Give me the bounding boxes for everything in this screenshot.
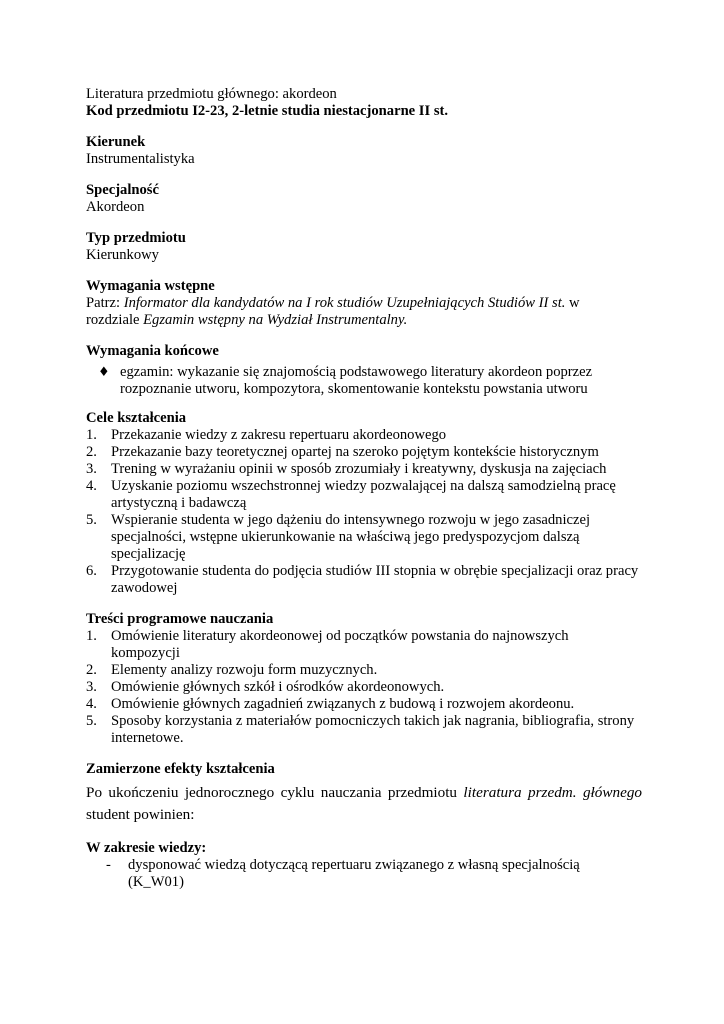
section-value: Kierunkowy [86, 247, 159, 263]
numbered-list [86, 427, 642, 597]
item-line: Omówienie głównych zagadnień związanych z budową i rozwojem akordeonu. [111, 696, 575, 712]
item-line: Trening w wyrażaniu opinii w sposób zrozumiały i kreatywny, dyskusja na zajęciach [111, 461, 607, 477]
section-heading: Zamierzone efekty kształcenia [86, 761, 275, 777]
dash-bullet: - [106, 857, 111, 873]
item-number: 2. [86, 444, 97, 460]
item-line: Przygotowanie studenta do podjęcia studiów III stopnia w obrębie specjalizacji oraz pracy [111, 563, 639, 579]
list-item [86, 444, 642, 461]
item-number: 1. [86, 427, 97, 443]
subject-title: Literatura przedmiotu głównego: akordeon [86, 86, 337, 102]
item-line: artystyczną i badawczą [111, 495, 247, 511]
list-item [86, 628, 642, 662]
bullet-line: egzamin: wykazanie się znajomością podstawowego literatury akordeon poprzez [120, 364, 593, 380]
item-line: specjalności, wstępne ukierunkowanie na właściwą jego predyspozycjom dalszą [111, 529, 580, 545]
item-line: Uzyskanie poziomu wszechstronnej wiedzy pozwalającej na dalszą samodzielną pracę [111, 478, 616, 494]
paragraph-line: student powinien: [86, 806, 195, 823]
section-kierunek [86, 134, 642, 168]
list-item [86, 563, 642, 597]
item-number: 5. [86, 512, 97, 528]
item-line: Omówienie literatury akordeonowej od początków powstania do najnowszych [111, 628, 569, 644]
subject-code: Kod przedmiotu I2-23, 2-letnie studia niestacjonarne II st. [86, 103, 449, 119]
dash-line: dysponować wiedzą dotyczącą repertuaru związanego z własną specjalnością [128, 857, 580, 873]
section-heading: Treści programowe nauczania [86, 611, 274, 627]
dash-line: (K_W01) [128, 874, 184, 890]
list-item [86, 478, 642, 512]
item-number: 1. [86, 628, 97, 644]
italic-text: Egzamin wstępny na Wydział Instrumentalny. [143, 312, 408, 328]
section-heading: Cele kształcenia [86, 410, 187, 426]
item-number: 2. [86, 662, 97, 678]
section-heading: Typ przedmiotu [86, 230, 186, 246]
item-number: 5. [86, 713, 97, 729]
section-cele [86, 410, 642, 597]
section-heading: Specjalność [86, 182, 159, 198]
item-line: Omówienie głównych szkół i ośrodków akordeonowych. [111, 679, 445, 695]
dash-item [86, 857, 642, 891]
text: rozdziale [86, 312, 144, 328]
item-line: Wspieranie studenta w jego dążeniu do intensywnego rozwoju w jego zasadniczej [111, 512, 590, 528]
item-line: Przekazanie wiedzy z zakresu repertuaru akordeonowego [111, 427, 447, 443]
section-heading: Kierunek [86, 134, 146, 150]
diamond-bullet-icon: ♦ [98, 365, 110, 380]
bullet-item [86, 364, 642, 398]
paragraph-line [86, 782, 642, 804]
item-line: Przekazanie bazy teoretycznej opartej na szeroko pojętym kontekście historycznym [111, 444, 599, 460]
list-item [86, 662, 642, 679]
item-number: 3. [86, 679, 97, 695]
list-item [86, 679, 642, 696]
list-item [86, 713, 642, 747]
section-heading: Wymagania końcowe [86, 343, 219, 359]
section-heading: W zakresie wiedzy: [86, 840, 207, 856]
numbered-list [86, 628, 642, 747]
item-number: 4. [86, 696, 97, 712]
section-efekty [86, 761, 642, 826]
item-number: 3. [86, 461, 97, 477]
text: w [565, 295, 580, 311]
italic-text: Informator dla kandydatów na I rok studiów Uzupełniających Studiów II st. [123, 295, 566, 311]
section-wymagania-wstepne [86, 278, 642, 329]
item-line: zawodowej [111, 580, 178, 596]
section-value: Instrumentalistyka [86, 151, 195, 167]
item-number: 6. [86, 563, 97, 579]
item-number: 4. [86, 478, 97, 494]
list-item [86, 696, 642, 713]
text: Po ukończeniu jednorocznego cyklu nauczania przedmiotu [86, 784, 464, 801]
paragraph-line [86, 312, 642, 329]
document-page [86, 86, 642, 891]
bullet-line: rozpoznanie utworu, kompozytora, skomentowanie kontekstu powstania utworu [120, 381, 588, 397]
section-wymagania-koncowe [86, 343, 642, 398]
section-typ [86, 230, 642, 264]
section-tresci [86, 611, 642, 747]
section-wiedza [86, 840, 642, 891]
text: Patrz: [86, 295, 124, 311]
item-line: kompozycji [111, 645, 180, 661]
section-specjalnosc [86, 182, 642, 216]
paragraph-line [86, 295, 642, 312]
item-line: specjalizację [111, 546, 186, 562]
item-line: Elementy analizy rozwoju form muzycznych. [111, 662, 378, 678]
italic-text: literatura przedm. głównego [463, 784, 643, 801]
section-heading: Wymagania wstępne [86, 278, 215, 294]
item-line: Sposoby korzystania z materiałów pomocniczych takich jak nagrania, bibliografia, strony [111, 713, 635, 729]
section-value: Akordeon [86, 199, 145, 215]
list-item [86, 461, 642, 478]
list-item [86, 512, 642, 563]
item-line: internetowe. [111, 730, 184, 746]
list-item [86, 427, 642, 444]
